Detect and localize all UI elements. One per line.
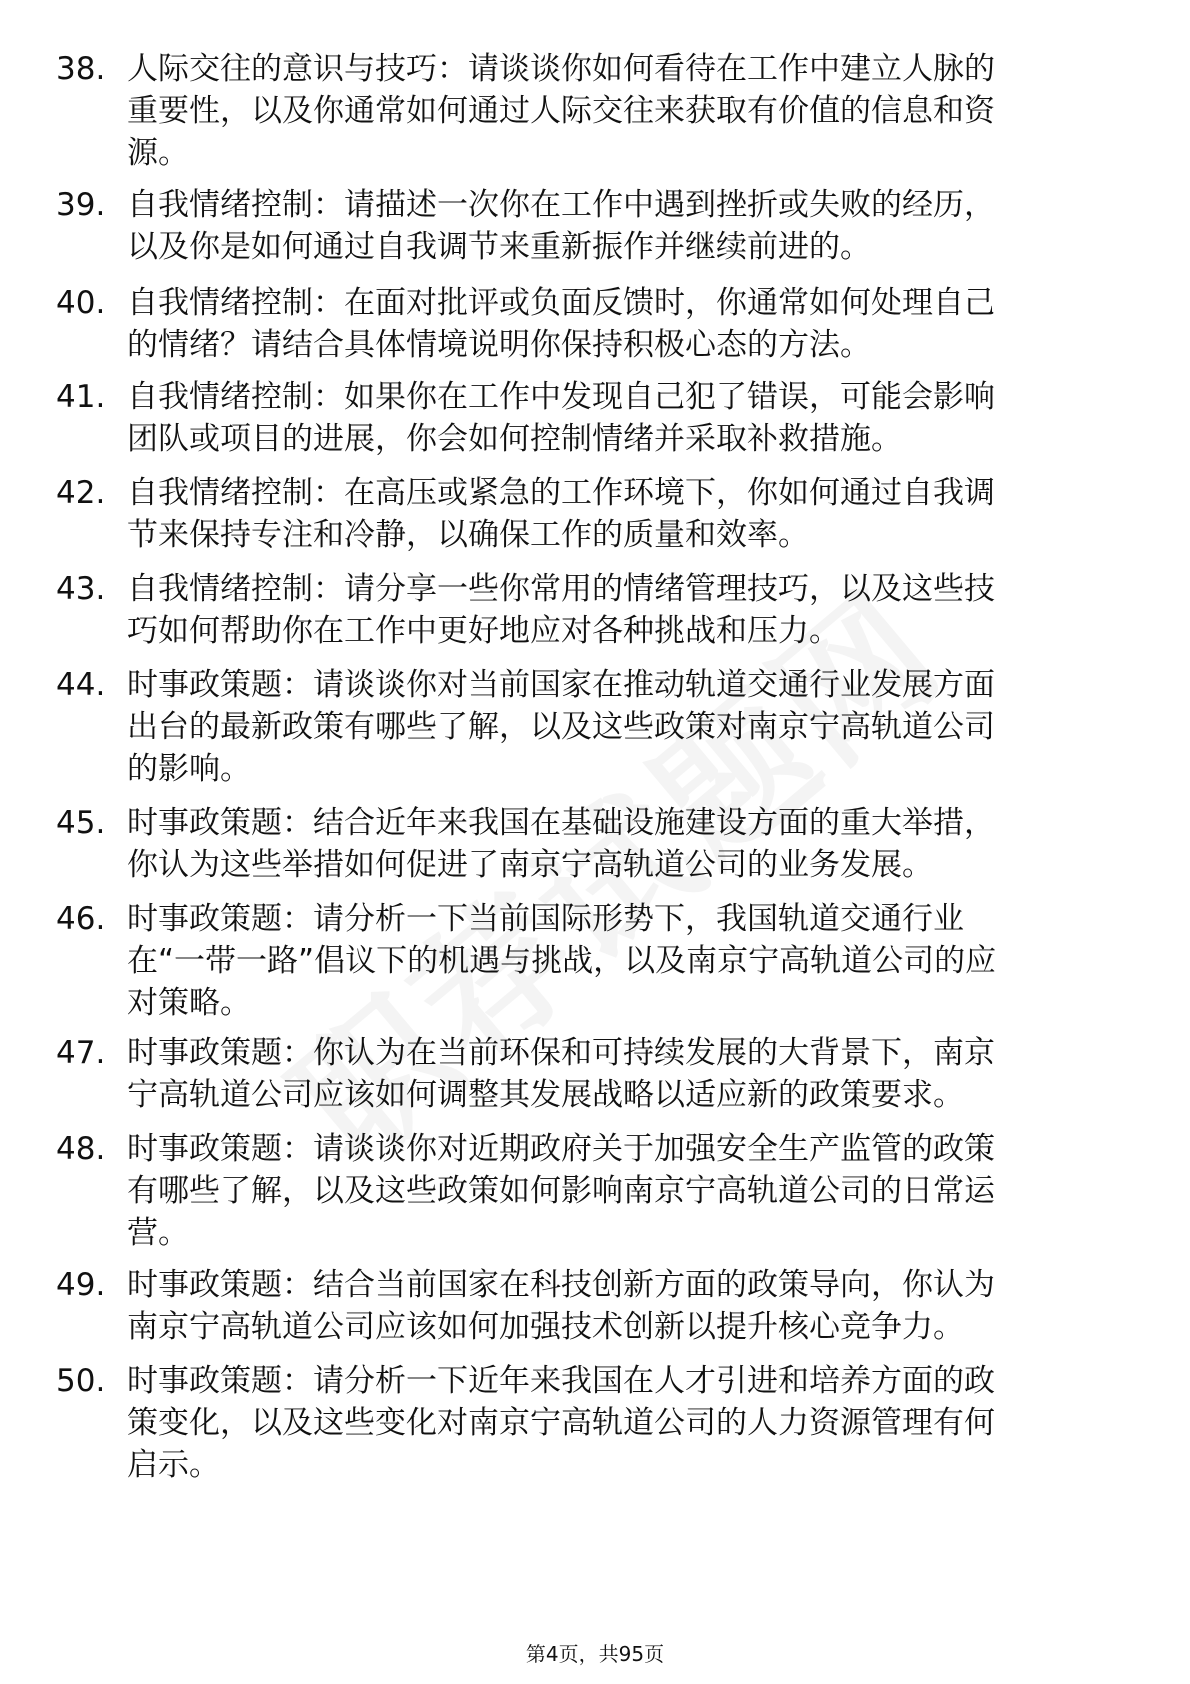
question-line: 营。 [127,1215,189,1251]
question-line: 自我情绪控制：在面对批评或负面反馈时，你通常如何处理自己 [127,285,995,321]
question-line: 的情绪？请结合具体情境说明你保持积极心态的方法。 [127,327,871,363]
question-number: 50. [56,1363,106,1399]
question-text [127,1032,1127,1116]
question-line: 在“一带一路”倡议下的机遇与挑战，以及南京宁高轨道公司的应 [127,943,997,979]
question-text [127,1128,1127,1254]
question-line: 启示。 [127,1447,220,1483]
question-text [127,898,1127,1024]
question-line: 你认为这些举措如何促进了南京宁高轨道公司的业务发展。 [127,847,933,883]
question-number: 41. [56,379,106,415]
question-number: 42. [56,475,106,511]
question-line: 宁高轨道公司应该如何调整其发展战略以适应新的政策要求。 [127,1077,964,1113]
question-text [127,802,1127,886]
question-line: 时事政策题：结合当前国家在科技创新方面的政策导向，你认为 [127,1267,995,1303]
question-text [127,664,1127,790]
question-line: 策变化，以及这些变化对南京宁高轨道公司的人力资源管理有何 [127,1405,995,1441]
question-line: 出台的最新政策有哪些了解，以及这些政策对南京宁高轨道公司 [127,709,995,745]
question-line: 自我情绪控制：如果你在工作中发现自己犯了错误，可能会影响 [127,379,995,415]
question-number: 43. [56,571,106,607]
question-number: 39. [56,187,106,223]
question-number: 40. [56,285,106,321]
question-line: 自我情绪控制：请描述一次你在工作中遇到挫折或失败的经历， [127,187,995,223]
question-number: 49. [56,1267,106,1303]
question-line: 时事政策题：请分析一下当前国际形势下，我国轨道交通行业 [127,901,964,937]
question-number: 48. [56,1131,106,1167]
question-line: 自我情绪控制：在高压或紧急的工作环境下，你如何通过自我调 [127,475,995,511]
question-line: 节来保持专注和冷静，以确保工作的质量和效率。 [127,517,809,553]
question-line: 时事政策题：你认为在当前环保和可持续发展的大背景下，南京 [127,1035,995,1071]
question-text [127,1360,1127,1486]
question-text [127,472,1127,556]
question-line: 南京宁高轨道公司应该如何加强技术创新以提升核心竞争力。 [127,1309,964,1345]
question-number: 47. [56,1035,106,1071]
question-line: 巧如何帮助你在工作中更好地应对各种挑战和压力。 [127,613,840,649]
question-text [127,48,1127,174]
question-text [127,282,1127,366]
question-text [127,568,1127,652]
question-line: 人际交往的意识与技巧：请谈谈你如何看待在工作中建立人脉的 [127,51,995,87]
question-line: 时事政策题：结合近年来我国在基础设施建设方面的重大举措， [127,805,995,841]
question-text [127,1264,1127,1348]
question-line: 时事政策题：请谈谈你对近期政府关于加强安全生产监管的政策 [127,1131,995,1167]
question-line: 时事政策题：请分析一下近年来我国在人才引进和培养方面的政 [127,1363,995,1399]
question-number: 45. [56,805,106,841]
question-line: 的影响。 [127,751,251,787]
question-line: 自我情绪控制：请分享一些你常用的情绪管理技巧，以及这些技 [127,571,995,607]
question-line: 以及你是如何通过自我调节来重新振作并继续前进的。 [127,229,871,265]
question-line: 时事政策题：请谈谈你对当前国家在推动轨道交通行业发展方面 [127,667,995,703]
page-number: 第4页，共95页 [525,1642,665,1666]
question-number: 46. [56,901,106,937]
question-number: 44. [56,667,106,703]
question-line: 源。 [127,135,189,171]
question-number: 38. [56,51,106,87]
question-text [127,376,1127,460]
question-line: 重要性，以及你通常如何通过人际交往来获取有价值的信息和资 [127,93,995,129]
question-line: 对策略。 [127,985,251,1021]
question-text [127,184,1127,268]
question-line: 团队或项目的进展，你会如何控制情绪并采取补救措施。 [127,421,902,457]
question-line: 有哪些了解，以及这些政策如何影响南京宁高轨道公司的日常运 [127,1173,995,1209]
